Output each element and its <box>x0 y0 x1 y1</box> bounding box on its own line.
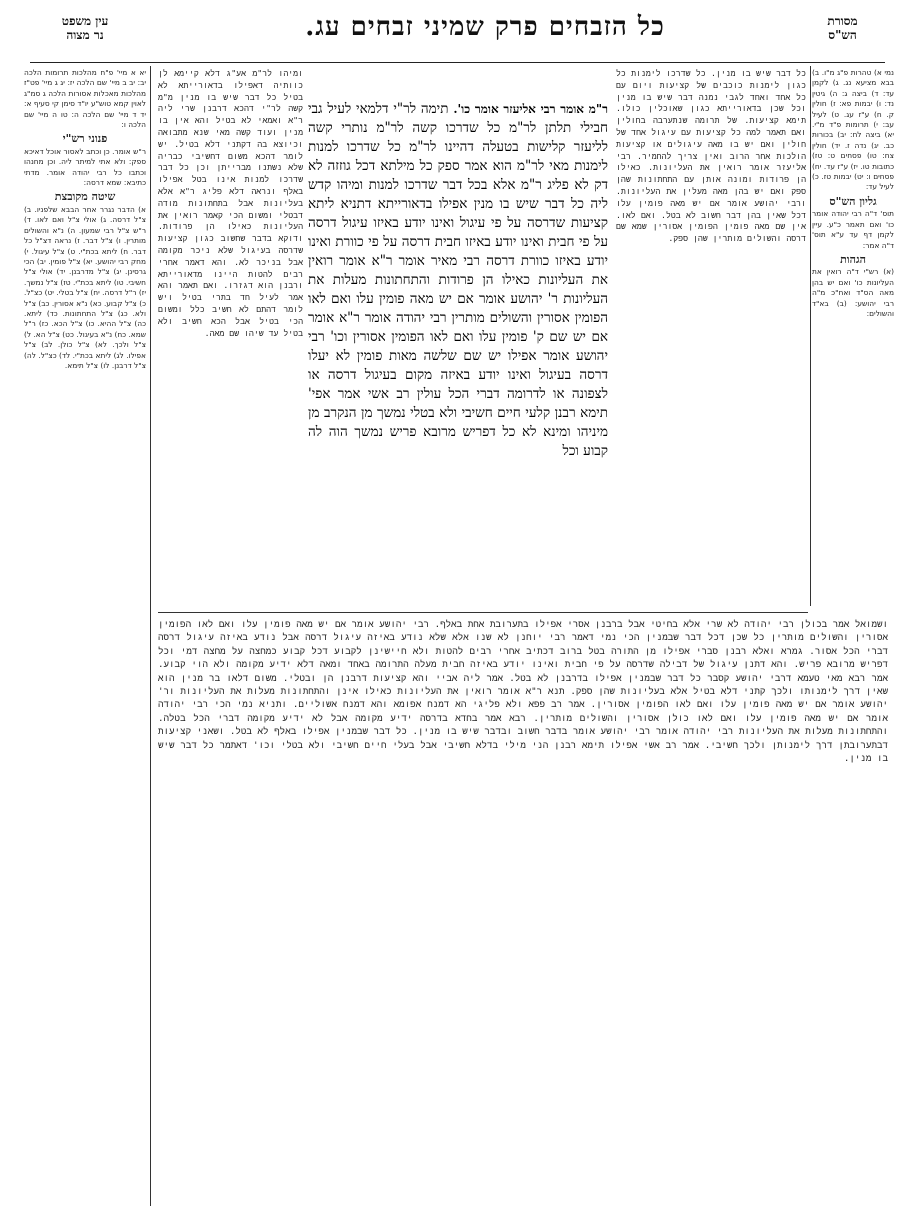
gemara-block <box>308 100 608 460</box>
gemara-text: תימה לר"י דלמאי לעיל גבי חבילי תלתן לר"מ כל שדרכו קשה לר"מ נותרי קשה לליעזר קלישות בטעלה דהיינו לר"מ כל שדרכו למנות לימנות מאי לר"מ הוא אמר ספק כל מילתא דכל גוזזה לא דק לא פליג ר"מ אלא בכל דבר שדרכו למנות ומיהו קדש ליה כל דבר שיש בו מנין אפילו בדאורייתא דתניא ליתא קציעות שדרסה על פי עיגול ואינו יודע באיזו עיגול דרסה על פי חבית ואינו יודע באיזו חבית דרסה על פי כוורת ואינו יודע באיזו כוורת דרסה רבי מאיר אומר ר"א אומר רואין את העליונות כאילו הן פרודות והתחתונות מעלות את העליונות ר' יהושע אומר אם יש מאה פומין עלו ואם לאו הפומין אסורין והשולים מותרין רבי יהודה אומר ר"א אומר אם יש שם ק' פומין עלו ואם לאו הפומין אסורין וכו' רבי יהושע אומר אפילו יש שם שלשה מאות פומין לא יעלו דרסה בעיגול ואינו יודע באיזה מקום בעיגול דרסה או לצפונה או לדרומה דברי הכל עולין רב אשי אמר אפי' תימא רבנן קלעי חיים חשיבי ולא בטלי נמשך מן הנקרב מן מיניהו ומינא לא כל דפריש מרובא פריש נמשך הוה לה קבוע וכל <box>308 101 608 459</box>
hagahot-text: (א) רש"י ד"ה רואין את העליונות כו' ואם יש בהן מאה הס"ד ואח"כ מ"ה רבי יהושע: (ב) בא"ד והשולים: <box>812 267 894 318</box>
ein-mishpat-label: עין משפט נר מצוה <box>61 14 109 42</box>
header-rule <box>30 62 885 63</box>
rashi-notes-title: פנוני רש"י <box>62 132 108 146</box>
tosafot-column <box>158 68 303 608</box>
shita-mekubetzet-text: א) הדבר נגרר אחר הבבא שלפניו. ב) צ"ל דרסה. ג) אולי צ"ל ואם לאו. ד) ר"ש צ"ל רבי שמעון. ה) נ"א והשולים מותרין. ו) צ"ל דבר. ז) נראה דצ"ל כל דבר. ח) ליתא בכת"י. ט) צ"ל עיגול. י) מחק רבי יהושע. יא) צ"ל פומין. יב) הכי גרסינן. יג) צ"ל מדרבנן. יד) אולי צ"ל חשיבי. טו) ליתא בכת"י. טז) צ"ל נמשך. יז) ר"ל דרסה. יח) צ"ל בטלי. יט) כצ"ל. כ) צ"ל קבוע. כא) נ"א אסורין. כב) צ"ל ולא. כג) צ"ל התחתונות. כד) ליתא. כה) צ"ל ההיא. כו) צ"ל הכא. כז) ר"ל שמא. כח) נ"א בעיגול. כט) צ"ל הא. ל) צ"ל ולכך. לא) צ"ל כולן. לב) צ"ל אפילו. לג) ליתא בכת"י. לד) כצ"ל. לה) צ"ל דרבנן. לו) צ"ל תימא. <box>24 204 146 370</box>
page-header <box>30 10 890 50</box>
ein-mishpat-text: יא א מיי' פ"ח מהלכות תרומות הלכה יב: יב ב מיי' שם הלכה יז: יג ג מיי' פט"ז מהלכות מאכלות אסורות הלכה ג סמ"ג לאוין קמא טוש"ע יו"ד סימן קי סעיף א: יד ד מיי' שם הלכה ה: טו ה מיי' שם הלכה ו: <box>24 68 146 130</box>
gemara-opening: ר"מ אומר רבי אליעזר אומר כו'. <box>453 102 608 116</box>
gilyon-hashas-text: תוס' ד"ה רבי יהודה אומר כו' ואם תאמר כ"ע. עיין לקמן דף עד ע"א תוס' ד"ה אמר: <box>812 209 894 250</box>
margin-divider-left <box>150 66 151 1206</box>
mesoret-hashas-column <box>812 68 894 598</box>
left-margin-column <box>24 68 146 1208</box>
lower-commentary-text: ושמואל אמר בכולן רבי יהודה לא שרי אלא בחיטי אבל ברבנן אסרי אפילו בתערובת אחת באלף. רבי יהושע אומר אם יש מאה פומין עלו ואם לאו הפומין אסורין והשולים מותרין כל שכן דכל דבר שבמנין הכי נמי דאמר רבי יוחנן לא שנו אלא שלא נודע באיזה עיגול דרסה אבל נודע באיזה עיגול דרסה דברי הכל אסור. גמרא ואלא רבנן סברי אפילו מן התורה בטל ברוב דכתיב אחרי רבים להטות ולא חיישינן לקבוע דכל קבוע כמחצה על מחצה דמי וכל דפריש מרובא פריש. והא דתנן עיגול של דבילה שדרסה על פי חבית ואינו יודע באיזה חבית מעלה התרומה באחד ומאה דלא ידיע מקומה ולא הוי קבוע. אמר רבא מאי טעמא דרבי יהושע קסבר כל דבר שבמנין אפילו בדרבנן לא בטל. אמר ליה אביי והא קציעות דרבנן הן ובטלי. משום דלאו בר מנין הוא שאין דרך לימנותו ולכך קתני דלא בטיל אלא בעליונות שהן ספק. תנא ר"א אומר רואין את העליונות כאילו אינן והתחתונות מעלות את העליונות ור' יהושע אומר אם יש מאה פומין עלו ואם לאו הפומין אסורין. אמר רב פפא ולא פליגי הא דמנח אפומא והא דמנח אשוליים. ותניא נמי הכי רבי יהודה אומר אם יש מאה פומין עלו ואם לאו כולן אסורין והשולים מותרין. רבא אמר בחדא בדרסה ידיע מקומה אבל לא ידיע מקומה דברי הכל בטלה. והתחתונות מעלות את העליונות רבי יהודה אומר רבי יהושע אומר בדבר חשוב ובדבר שיש בו מנין. כל דבר שבמנין אפילו באלף לא בטל. ושאני קציעות דבתערובתן דרך לימנותן ולכך חשיבי. אמר רב אשי אפילו תימא רבנן הני מילי בדלא חשיבי אבל בעלי חיים חשיבי ולא בטלי וכו' דאתמר כל דבר שיש בו מנין. <box>158 619 888 765</box>
gilyon-hashas-title: גליון הש"ס <box>829 194 877 208</box>
margin-divider-right <box>810 66 811 606</box>
mesoret-label: מסורת הש"ס <box>827 14 858 42</box>
mesoret-text: נמי א) טהרות פ"ג מ"ו. ב) בבא מציעא נג. ג) לקמן עד: ד) ביצה ג: ה) גיטין נד: ו) יבמות פא: ז) חולין ק. ח) ע"ז עג. ט) לעיל עב: י) תרומות פ"ד מ"י. יא) ביצה לח: יב) בכורות כב. יג) נדה ז. יד) חולין צח: טו) פסחים ט: טז) כתובות טו. יז) ע"ז עד. יח) פסחים ו: יט) יבמות טז. כ) לעיל עד: <box>812 68 894 192</box>
shita-mekubetzet-title: שיטה מקובצת <box>54 190 116 204</box>
hagahot-title: הגהות <box>840 252 866 266</box>
rashi-text: כל דבר שיש בו מנין. כל שדרכו לימנות כל כגון לימנות כוכבים של קציעות ויום עם כל אחד ואחד לגבי נמנה דבר שיש בו מנין וכל שכן בדאורייתא כגון שאוכלין כולו. תימא קציעות. של תרומה שנתערבה בחולין ואם תאמר למה כל קציעות עם עיגול אחד של חולין ואם יש בו מאה עיגולים או קציעות הולכות אחר הרוב ואין צריך להחמיר. רבי אליעזר אומר רואין את העליונות. כאילו הן פרודות ומונה אותן עם התחתונות שהן ספק ואם יש בהן מאה מעלין את העליונות. ורבי יהושע אומר אם יש מאה פומין עלו דכל שאין בהן דבר חשוב לא בטל. ואם לאו. אין שם מאה פומין הפומין אסורין שמא שם דרסה והשולים מותרין שהן ספק. <box>616 68 806 244</box>
tosafot-text: ומיהו לר"מ אע"ג דלא קיימא לן כוותיה דאפילו בדאורייתא לא בטיל כל דבר שיש בו מנין מ"מ קשה לר"י דהכא דרבנן שרי ליה ר"א ואמאי לא בטיל והא אין בו מנין ועוד קשה מאי שנא מתבואה וכיוצא בה דקתני דלא בטיל. יש לומר דהכא משום דחשיבי כבריה שלא נשתנו מברייתן וכן כל דבר שדרכו למנות אינו בטל אפילו באלף ונראה דלא פליג ר"א אלא בעליונות אבל בתחתונות מודה דבטלי ומשום הכי קאמר רואין את העליונות כאילו הן פרודות. ודוקא בדבר שחשוב כגון קציעות שדרסה בעיגול שלא ניכר מקומה אבל בניכר לא. והא דאמר אחרי רבים להטות היינו מדאורייתא ורבנן הוא דגזרו. ואם תאמר והא אמר לעיל חד בתרי בטיל ויש לומר דהתם לא חשיב כלל ומשום הכי בטיל אבל הכא חשיב ולא בטיל עד שיהו שם מאה. <box>158 68 303 338</box>
lower-section-rule <box>158 612 808 613</box>
lower-commentary <box>158 618 888 1208</box>
rashi-notes-text: ר"ש אומר. כן וכתב לאסור אוכל דאיכא ספק: ולא אתי למיתר ליה. וכן מחנהו וכתבו כל רבי יהודה אומר. מדתי כתיבא: שמא דרסה: <box>24 146 146 188</box>
page-title: כל הזבחים פרק שמיני זבחים עג. <box>305 12 665 42</box>
rashi-column <box>616 68 806 608</box>
